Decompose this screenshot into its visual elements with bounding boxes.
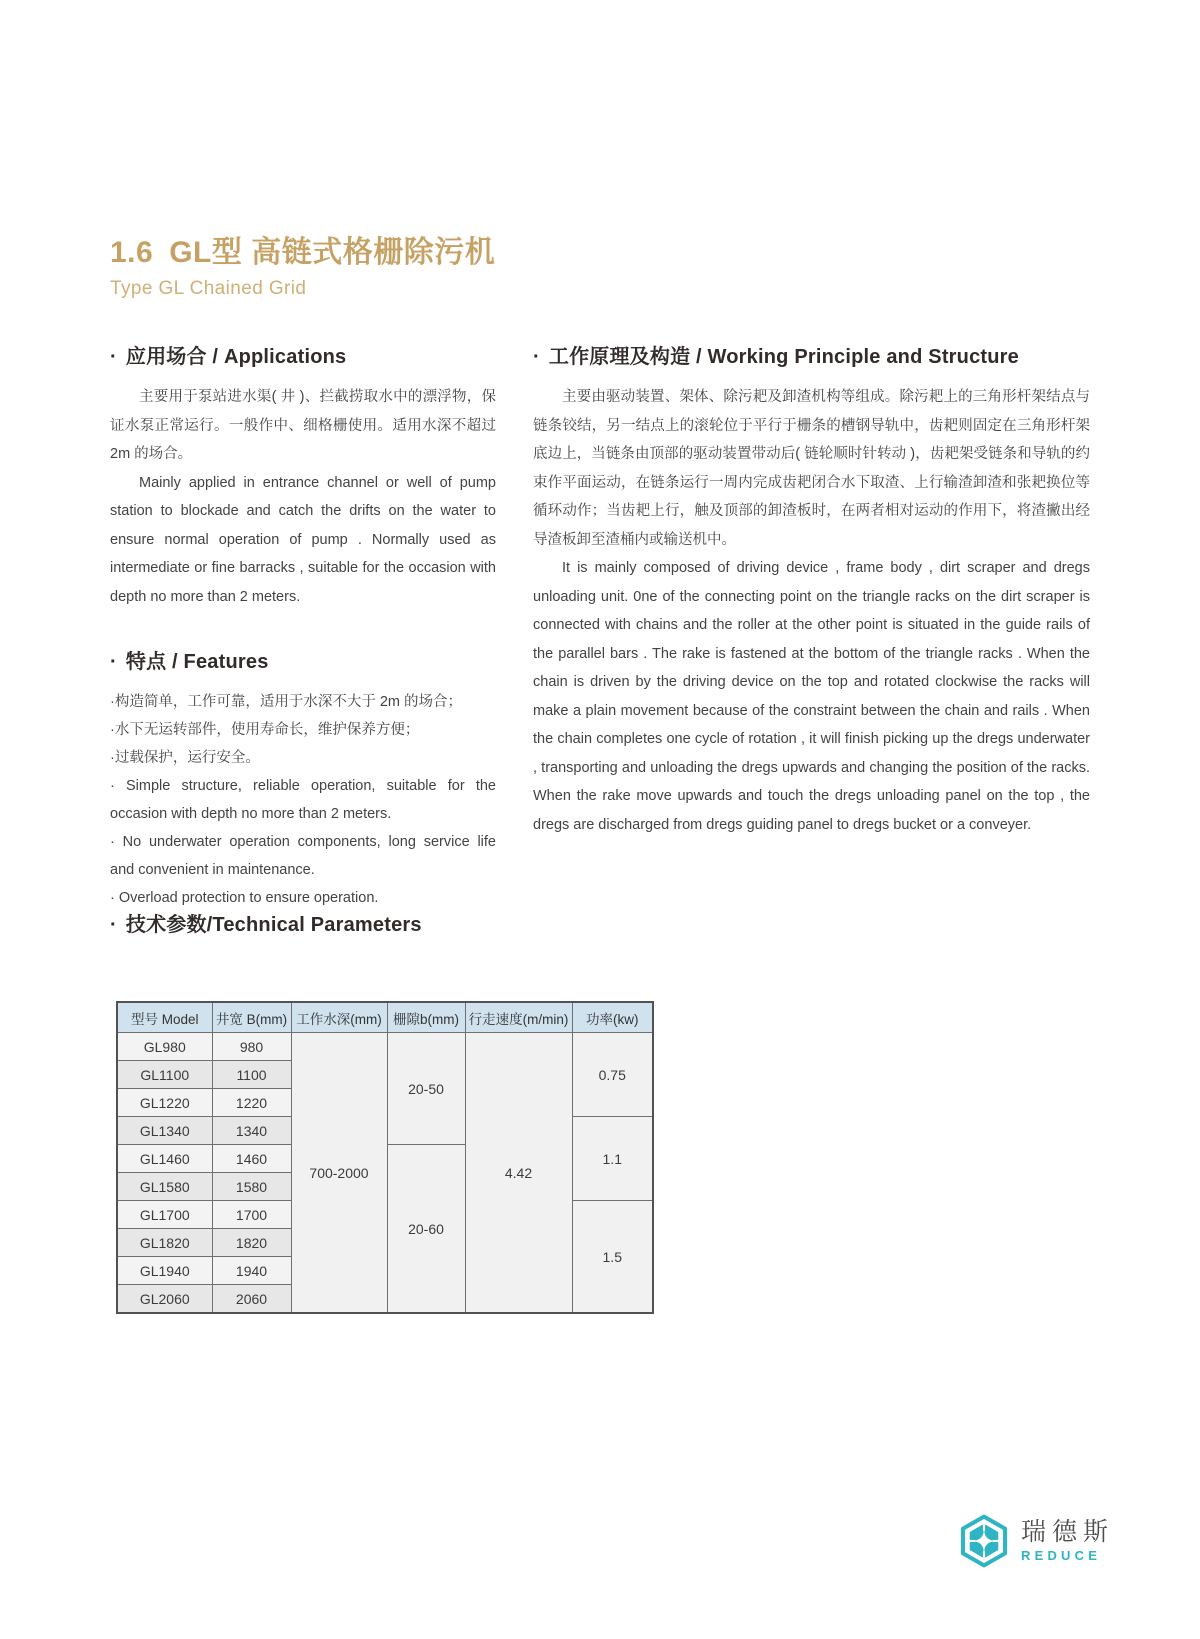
power-cell: 1.1 <box>572 1117 653 1201</box>
right-column <box>533 340 1090 839</box>
bullet-icon: · <box>110 651 117 673</box>
width-cell: 1220 <box>212 1089 291 1117</box>
model-cell: GL1460 <box>117 1145 212 1173</box>
working-principle-paragraph-en: It is mainly composed of driving device , frame body , dirt scraper and dregs unloading unit. 0ne of the connecting point on the triangle racks on the dirt scraper is connected with chains and the roller at the other point is situated in the guide rails of the parallel bars . The rake is fastened at the bottom of the triangle racks . When the chain is driven by the driving device on the top and rotated clockwise the racks will make a plain movement because of the constraint between the chain and rails . When the chain completes one cycle of rotation , it will finish picking up the dregs underwater , transporting and unloading the dregs upwards and changing the position of the racks. When the rake move upwards and touch the dregs unloading panel on the top , the dregs are discharged from dregs guiding panel to dregs bucket or a conveyer. <box>533 560 1090 833</box>
model-cell: GL1940 <box>117 1257 212 1285</box>
table-header-cell: 功率(kw) <box>572 1002 653 1033</box>
applications-heading-text: 应用场合 / Applications <box>125 346 347 368</box>
model-cell: GL1820 <box>117 1229 212 1257</box>
width-cell: 2060 <box>212 1285 291 1314</box>
speed-cell: 4.42 <box>465 1033 572 1314</box>
technical-parameters-heading <box>110 908 654 937</box>
model-cell: GL1700 <box>117 1201 212 1229</box>
table-header-cell: 栅隙b(mm) <box>387 1002 465 1033</box>
doc-title <box>110 227 495 300</box>
table-header-row <box>117 1002 653 1033</box>
applications-paragraph-en: Mainly applied in entrance channel or well of pump station to blockade and catch the drifts on the water to ensure normal operation of pump . Normally used as intermediate or fine barracks , suitable for the occasion with depth no more than 2 meters. <box>110 474 496 605</box>
working-principle-heading-text: 工作原理及构造 / Working Principle and Structure <box>548 346 1019 368</box>
table-header-cell: 井宽 B(mm) <box>212 1002 291 1033</box>
model-cell: GL980 <box>117 1033 212 1061</box>
power-cell: 1.5 <box>572 1201 653 1314</box>
reduce-logo-icon <box>960 1514 1008 1568</box>
table-header-cell: 型号 Model <box>117 1002 212 1033</box>
width-cell: 1100 <box>212 1061 291 1089</box>
width-cell: 1700 <box>212 1201 291 1229</box>
feature-item: · Overload protection to ensure operation. <box>110 890 379 906</box>
gap-cell: 20-60 <box>387 1145 465 1314</box>
page-title <box>110 227 495 271</box>
features-heading <box>110 645 496 674</box>
width-cell: 980 <box>212 1033 291 1061</box>
features-section <box>110 645 496 912</box>
title-chinese: GL型 高链式格栅除污机 <box>169 236 496 269</box>
applications-heading <box>110 340 496 369</box>
width-cell: 1460 <box>212 1145 291 1173</box>
technical-parameters-heading-text: 技术参数/Technical Parameters <box>125 914 422 936</box>
power-cell: 0.75 <box>572 1033 653 1117</box>
brand-footer <box>960 1514 1114 1568</box>
table-header-cell: 行走速度(m/min) <box>465 1002 572 1033</box>
table-header-cell: 工作水深(mm) <box>291 1002 387 1033</box>
feature-item: ·过载保护，运行安全。 <box>110 750 260 766</box>
table-head <box>117 1002 653 1033</box>
bullet-icon: · <box>533 346 540 368</box>
model-cell: GL2060 <box>117 1285 212 1314</box>
table-body <box>117 1033 653 1314</box>
feature-item: · Simple structure, reliable operation, suitable for the occasion with depth no more than 2 meters. <box>110 778 496 822</box>
model-cell: GL1340 <box>117 1117 212 1145</box>
model-cell: GL1580 <box>117 1173 212 1201</box>
title-english: Type GL Chained Grid <box>110 278 307 299</box>
working-principle-heading <box>533 340 1090 369</box>
width-cell: 1940 <box>212 1257 291 1285</box>
technical-parameters-table <box>116 1001 654 1314</box>
features-heading-text: 特点 / Features <box>125 651 269 673</box>
applications-section <box>110 340 496 611</box>
model-cell: GL1100 <box>117 1061 212 1089</box>
section-number: 1.6 <box>110 236 154 269</box>
bullet-icon: · <box>110 914 117 936</box>
bullet-icon: · <box>110 346 117 368</box>
model-cell: GL1220 <box>117 1089 212 1117</box>
left-column <box>110 340 496 912</box>
gap-cell: 20-50 <box>387 1033 465 1145</box>
features-list <box>110 688 496 912</box>
working-principle-section <box>533 340 1090 839</box>
width-cell: 1820 <box>212 1229 291 1257</box>
brand-name-chinese: 瑞德斯 <box>1021 1518 1115 1546</box>
brand-name-english: REDUCE <box>1021 1548 1102 1563</box>
width-cell: 1580 <box>212 1173 291 1201</box>
working-principle-paragraph-zh: 主要由驱动装置、架体、除污耙及卸渣机构等组成。除污耙上的三角形杆架结点与链条铰结，另一结点上的滚轮位于平行于栅条的槽钢导轨中，齿耙则固定在三角形杆架底边上，当链条由顶部的驱动装置带动后( 链轮顺时针转动 )，齿耙架受链条和导轨的约束作平面运动，在链条运行一周内完成齿耙闭合水下取渣、上行输渣卸渣和张耙换位等循环动作；当齿耙上行，触及顶部的卸渣板时，在两者相对运动的作用下，将渣撇出经导渣板卸至渣桶内或输送机中。 <box>533 389 1090 548</box>
table-row <box>117 1033 653 1061</box>
width-cell: 1340 <box>212 1117 291 1145</box>
feature-item: ·构造简单，工作可靠，适用于水深不大于 2m 的场合； <box>110 694 463 710</box>
brand-text <box>1021 1520 1114 1562</box>
feature-item: ·水下无运转部件，使用寿命长，维护保养方便； <box>110 722 420 738</box>
feature-item: · No underwater operation components, long service life and convenient in maintenance. <box>110 834 496 878</box>
water-depth-cell: 700-2000 <box>291 1033 387 1314</box>
technical-parameters-section <box>110 908 654 1314</box>
applications-paragraph-zh: 主要用于泵站进水渠( 井 )、拦截捞取水中的漂浮物，保证水泵正常运行。一般作中、细格栅使用。适用水深不超过 2m 的场合。 <box>110 389 496 462</box>
